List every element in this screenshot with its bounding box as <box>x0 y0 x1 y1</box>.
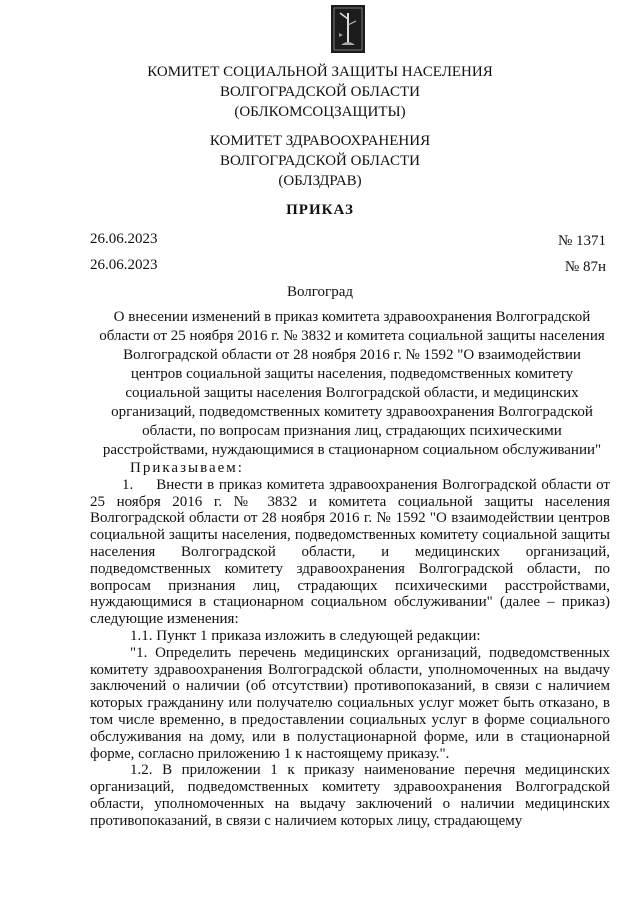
order-date-2: 26.06.2023 <box>90 257 158 273</box>
order-preamble: Приказываем: <box>130 460 244 476</box>
paragraph-1-1-quote: "1. Определить перечень медицинских организаций, подведомственных комитету здравоохранения Волгоградской области, уполномоченных на выдачу заключений о наличии (об отсутствии) противопоказаний, в связи с наличием которых гражданину или получателю социальных услуг может быть отказано, в том числе временно, в предоставлении социальных услуг в форме социального обслуживания на дому, или в полустационарной форме, или в стационарной форме, согласно приложению 1 к настоящему приказу.". <box>90 644 610 762</box>
subject-line: Волгоградской области от 28 ноября 2016 г. № 1592 "О взаимодействии <box>123 347 581 363</box>
org2-line: КОМИТЕТ ЗДРАВООХРАНЕНИЯ <box>209 133 431 149</box>
subject-line: О внесении изменений в приказ комитета здравоохранения Волгоградской <box>113 309 591 325</box>
org2-line: ВОЛГОГРАДСКОЙ ОБЛАСТИ <box>220 153 420 169</box>
org1-line: КОМИТЕТ СОЦИАЛЬНОЙ ЗАЩИТЫ НАСЕЛЕНИЯ <box>147 64 493 80</box>
paragraph-1-1: 1.1. Пункт 1 приказа изложить в следующей редакции: <box>130 627 481 644</box>
document-title: ПРИКАЗ <box>286 202 354 218</box>
committee-health-header <box>0 131 640 191</box>
subject-line: области, по вопросам признания лиц, страдающих психическими <box>142 423 562 439</box>
order-body <box>90 460 610 830</box>
paragraph-1: 1. Внести в приказ комитета здравоохранения Волгоградской области от 25 ноября 2016 г. № 3832 и комитета социальной защиты населения Волгоградской области от 28 ноября 2016 г. № 1592 "О взаимодействии центров социальной защиты населения, подведомственных комитету социальной защиты населения Волгоградской области, и медицинских организаций, подведомственных комитету здравоохранения Волгоградской области, по вопросам признания лиц, страдающих психическими расстройствами, нуждающимися в стационарном социальном обслуживании" (далее – приказ) следующие изменения: <box>90 476 610 628</box>
org1-line: (ОБЛКОМСОЦЗАЩИТЫ) <box>234 104 406 120</box>
subject-line: социальной защиты населения Волгоградской области, и медицинских <box>125 385 579 401</box>
subject-line: расстройствами, нуждающимися в стационарном социальном обслуживании" <box>102 442 602 458</box>
paragraph-1-2: 1.2. В приложении 1 к приказу наименование перечня медицинских организаций, подведомственных комитету здравоохранения Волгоградской области, уполномоченных на выдачу заключений о наличии медицинских противопоказаний, в связи с наличием которых лицу, страдающему <box>90 762 610 829</box>
order-number-1: № 1371 <box>557 233 606 249</box>
order-number-2: № 87н <box>564 259 606 275</box>
order-subject <box>96 308 608 460</box>
city-name: Волгоград <box>286 284 353 300</box>
subject-line: организаций, подведомственных комитету здравоохранения Волгоградской <box>111 404 593 420</box>
org2-line: (ОБЛЗДРАВ) <box>278 173 362 189</box>
subject-line: центров социальной защиты населения, подведомственных комитету <box>130 366 574 382</box>
order-date-1: 26.06.2023 <box>90 231 158 247</box>
committee-social-protection-header <box>0 62 640 122</box>
org1-line: ВОЛГОГРАДСКОЙ ОБЛАСТИ <box>220 84 420 100</box>
subject-line: области от 25 ноября 2016 г. № 3832 и комитета социальной защиты населения <box>99 328 605 344</box>
coat-of-arms-icon <box>331 5 365 53</box>
